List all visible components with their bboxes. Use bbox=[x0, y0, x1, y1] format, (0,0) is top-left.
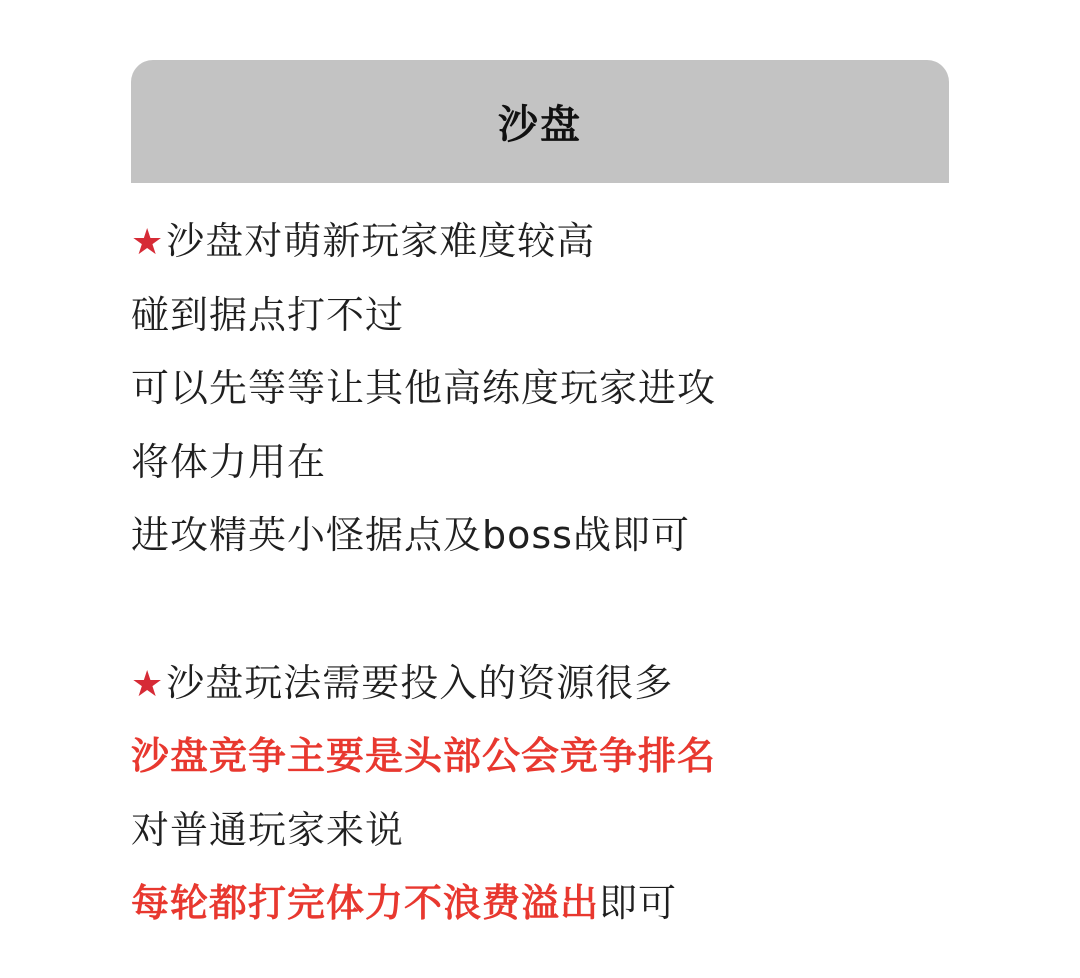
card-header bbox=[131, 60, 949, 183]
info-card bbox=[131, 60, 949, 941]
final-line-rest: 即可 bbox=[599, 881, 678, 926]
text-line: 碰到据点打不过 bbox=[131, 292, 405, 337]
text-line: 对普通玩家来说 bbox=[131, 807, 405, 852]
spacer bbox=[131, 573, 949, 647]
text-line: 可以先等等让其他高练度玩家进攻 bbox=[131, 366, 717, 411]
highlight-line: 沙盘竞争主要是头部公会竞争排名 bbox=[131, 734, 717, 779]
card-content bbox=[131, 183, 949, 941]
text-line: 将体力用在 bbox=[131, 439, 327, 484]
section2-heading-text: 沙盘玩法需要投入的资源很多 bbox=[166, 660, 674, 705]
star-icon: ★ bbox=[131, 663, 165, 705]
header-title: 沙盘 bbox=[498, 102, 582, 148]
section2-heading bbox=[131, 647, 949, 721]
section1-heading bbox=[131, 205, 949, 279]
section1-heading-text: 沙盘对萌新玩家难度较高 bbox=[166, 219, 596, 263]
final-line bbox=[131, 867, 949, 941]
final-line-highlight: 每轮都打完体力不浪费溢出 bbox=[131, 881, 600, 926]
text-line: 进攻精英小怪据点及boss战即可 bbox=[131, 513, 690, 558]
star-icon: ★ bbox=[131, 222, 165, 263]
